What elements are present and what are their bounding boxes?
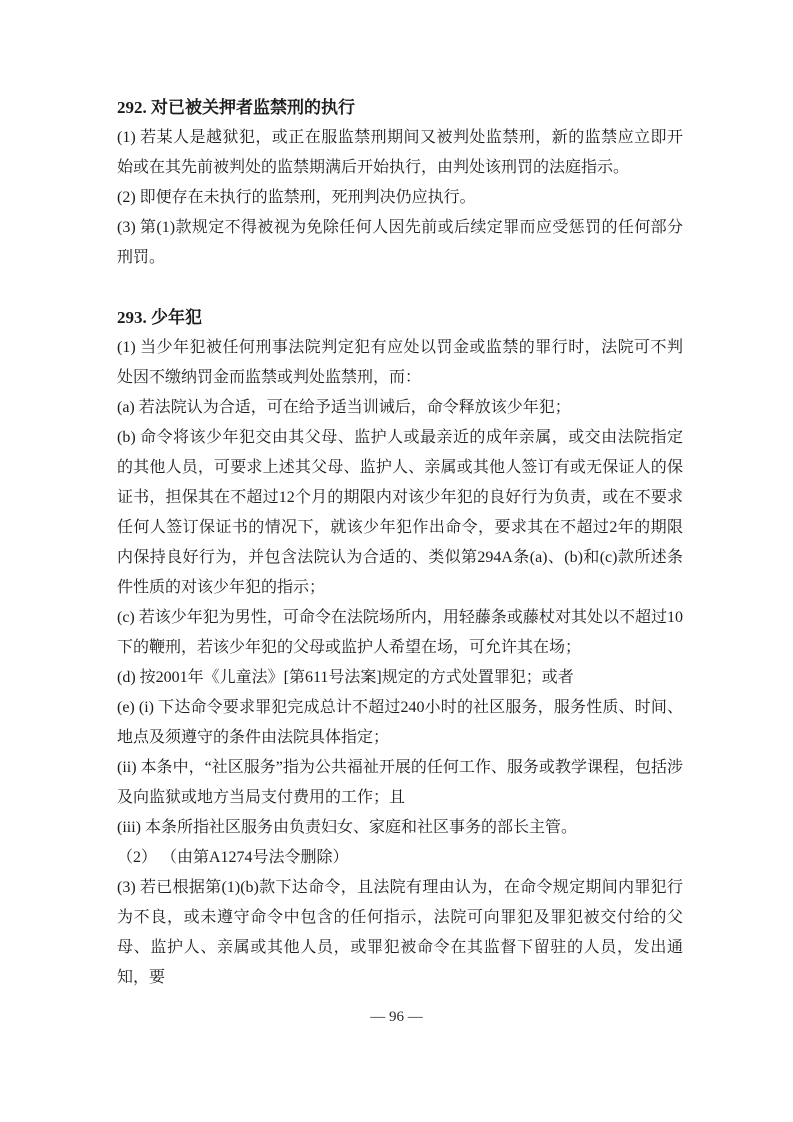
paragraph-293-1: (1) 当少年犯被任何刑事法院判定犯有应处以罚金或监禁的罪行时，法院可不判处因不缴纳罚金而监禁或判处监禁刑，而： [117,339,683,386]
paragraph-293-1e-i: (e) (i) 下达命令要求罪犯完成总计不超过240小时的社区服务，服务性质、时间、地点及须遵守的条件由法院具体指定； [117,699,683,746]
section-293 [117,303,683,993]
paragraph-293-1a: (a) 若法院认为合适，可在给予适当训诫后，命令释放该少年犯； [117,399,571,416]
paragraph-293-2: （2） （由第A1274号法令删除） [117,849,349,866]
paragraph-293-3: (3) 若已根据第(1)(b)款下达命令，且法院有理由认为，在命令规定期间内罪犯行为不良，或未遵守命令中包含的任何指示，法院可向罪犯及罪犯被交付给的父母、监护人、亲属或其他人员，或罪犯被命令在其监督下留驻的人员，发出通知，要 [117,879,683,986]
paragraph-293-1c: (c) 若该少年犯为男性，可命令在法院场所内，用轻藤条或藤杖对其处以不超过10下的鞭刑，若该少年犯的父母或监护人希望在场，可允许其在场； [117,609,683,656]
paragraph-293-1d: (d) 按2001年《儿童法》[第611号法案]规定的方式处置罪犯；或者 [117,669,574,686]
paragraph-292-2: (2) 即便存在未执行的监禁刑，死刑判决仍应执行。 [117,189,476,206]
paragraph-293-1b: (b) 命令将该少年犯交由其父母、监护人或最亲近的成年亲属，或交由法院指定的其他人员，可要求上述其父母、监护人、亲属或其他人签订有或无保证人的保证书，担保其在不超过12个月的期限内对该少年犯的良好行为负责，或在不要求任何人签订保证书的情况下，就该少年犯作出命令，要求其在不超过2年的期限内保持良好行为，并包含法院认为合适的、类似第294A条(a)、(b)和(c)款所述条件性质的对该少年犯的指示； [117,429,683,596]
paragraph-292-3: (3) 第(1)款规定不得被视为免除任何人因先前或后续定罪而应受惩罚的任何部分刑罚。 [117,219,683,266]
paragraph-293-1e-ii: (ii) 本条中，“社区服务”指为公共福祉开展的任何工作、服务或教学课程，包括涉及向监狱或地方当局支付费用的工作；且 [117,759,683,806]
paragraph-292-1: (1) 若某人是越狱犯，或正在服监禁刑期间又被判处监禁刑，新的监禁应立即开始或在其先前被判处的监禁期满后开始执行，由判处该刑罚的法庭指示。 [117,129,683,176]
section-293-heading: 293. 少年犯 [117,308,202,327]
page-number: — 96 — [370,1009,423,1025]
paragraph-293-1e-iii: (iii) 本条所指社区服务由负责妇女、家庭和社区事务的部长主管。 [117,819,577,836]
document-content [117,93,683,993]
section-292-heading: 292. 对已被关押者监禁刑的执行 [117,98,355,117]
section-292 [117,93,683,273]
